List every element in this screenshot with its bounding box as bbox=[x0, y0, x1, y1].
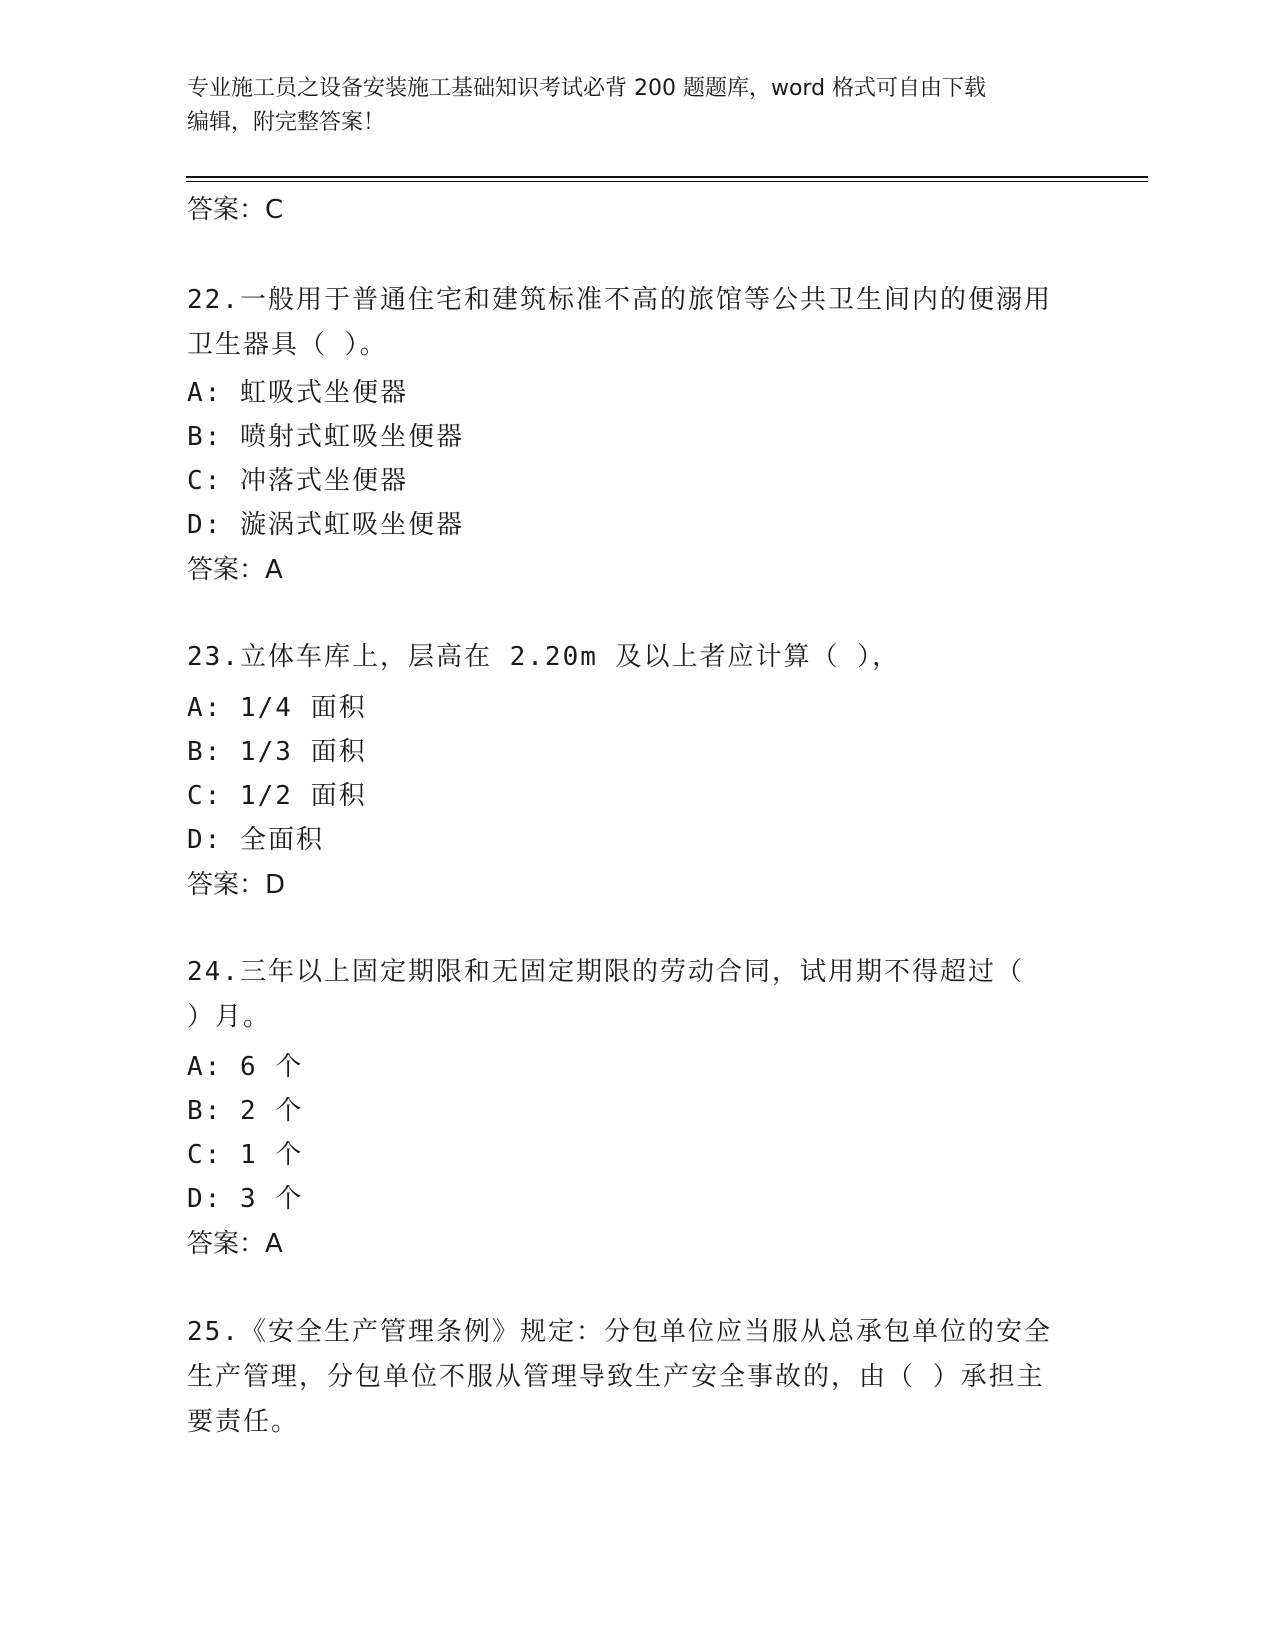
question-22-option-b: B: 喷射式虹吸坐便器 bbox=[187, 422, 464, 452]
header-line-1: 专业施工员之设备安装施工基础知识考试必背 200 题题库，word 格式可自由下载 bbox=[187, 76, 987, 101]
question-23-answer: 答案：D bbox=[187, 870, 286, 900]
question-23-stem-line-1: 23.立体车库上，层高在 2.20m 及以上者应计算（ ）， bbox=[187, 642, 901, 672]
question-23-option-a: A: 1/4 面积 bbox=[187, 693, 367, 723]
question-24-stem-line-2: ）月。 bbox=[187, 1002, 272, 1032]
question-22-stem-line-1: 22.一般用于普通住宅和建筑标准不高的旅馆等公共卫生间内的便溺用 bbox=[187, 285, 1052, 315]
question-22-stem bbox=[187, 278, 1087, 368]
header-divider-thin bbox=[186, 181, 1148, 182]
question-22-option-a: A: 虹吸式坐便器 bbox=[187, 378, 408, 408]
question-23-stem bbox=[187, 635, 1087, 680]
question-25-stem bbox=[187, 1310, 1087, 1445]
question-22-answer: 答案：A bbox=[187, 555, 283, 585]
question-23-option-b: B: 1/3 面积 bbox=[187, 737, 367, 767]
previous-answer: 答案：C bbox=[187, 195, 284, 225]
question-24-stem bbox=[187, 950, 1087, 1040]
question-22-option-c: C: 冲落式坐便器 bbox=[187, 466, 408, 496]
question-23-option-c: C: 1/2 面积 bbox=[187, 781, 367, 811]
question-24-option-a: A: 6 个 bbox=[187, 1052, 304, 1082]
document-header bbox=[187, 72, 1087, 140]
question-24-option-b: B: 2 个 bbox=[187, 1096, 304, 1126]
question-25-stem-line-3: 要责任。 bbox=[187, 1407, 300, 1437]
question-25-stem-line-2: 生产管理，分包单位不服从管理导致生产安全事故的，由（ ）承担主 bbox=[187, 1362, 1045, 1392]
question-25-stem-line-1: 25.《安全生产管理条例》规定：分包单位应当服从总承包单位的安全 bbox=[187, 1317, 1052, 1347]
header-line-2: 编辑，附完整答案！ bbox=[187, 110, 386, 135]
question-24-option-d: D: 3 个 bbox=[187, 1184, 304, 1214]
header-divider-thick bbox=[186, 176, 1148, 178]
question-24-stem-line-1: 24.三年以上固定期限和无固定期限的劳动合同，试用期不得超过（ bbox=[187, 957, 1024, 987]
question-24-answer: 答案：A bbox=[187, 1229, 283, 1259]
question-22-stem-line-2: 卫生器具（ ）。 bbox=[187, 330, 388, 360]
question-22-option-d: D: 漩涡式虹吸坐便器 bbox=[187, 510, 464, 540]
question-24-option-c: C: 1 个 bbox=[187, 1140, 304, 1170]
question-23-option-d: D: 全面积 bbox=[187, 825, 324, 855]
